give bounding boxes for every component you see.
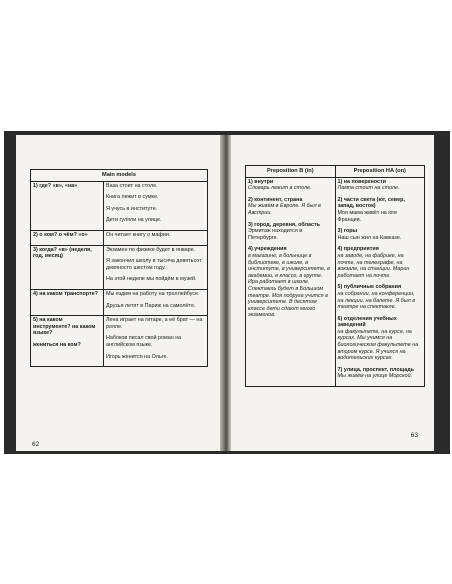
usage-example: Мы живём на улице Морской. bbox=[337, 373, 413, 380]
usage-example: Словарь лежит в столе. bbox=[248, 185, 312, 192]
examples-cell bbox=[104, 245, 208, 289]
usage-title: 3) горы bbox=[337, 228, 358, 235]
example-line: Я учусь в институте. bbox=[106, 205, 158, 212]
usage-example: Эрмитаж находится в Петербурге. bbox=[248, 228, 303, 241]
usage-title: 5) публичные собрания bbox=[337, 284, 402, 291]
column-header-na: Preposition HA (on) bbox=[335, 166, 425, 178]
usage-title: 4) учреждения bbox=[248, 246, 287, 253]
left-page bbox=[16, 135, 220, 451]
example-line: На этой неделе мы пойдём в музей. bbox=[106, 276, 197, 283]
usage-title: 6) отделения учебных заведений bbox=[337, 315, 397, 329]
usage-title: 7) улица, проспект, площадь bbox=[337, 366, 415, 373]
page-number: 62 bbox=[32, 441, 40, 448]
book-gutter bbox=[220, 135, 231, 451]
example-line: Мы ездим на работу на троллейбусе. bbox=[106, 290, 200, 297]
table-row bbox=[246, 177, 425, 386]
question-cell bbox=[31, 316, 104, 367]
usage-example: на факультете, на курсе, на курсах. Мы учимся на биологическом факультете на втором курсе. Я учился на водительских курсах. bbox=[337, 328, 419, 362]
preposition-na-cell bbox=[335, 177, 425, 386]
table-row bbox=[31, 181, 208, 230]
table-header: Main models bbox=[31, 170, 208, 182]
usage-example: Наш сын жил на Кавказе. bbox=[337, 234, 402, 241]
examples-cell bbox=[104, 230, 208, 245]
usage-example: на заводе, на фабрике, на почте, на телеграфе, на вокзале, на станции. Марин работает на почте. bbox=[337, 252, 410, 279]
example-line: Набоков писал свой роман на английском языке. bbox=[106, 335, 182, 348]
example-line: Экзамен по физике будет в январе. bbox=[106, 246, 196, 253]
table-row bbox=[31, 245, 208, 289]
column-header-b: Preposition B (in) bbox=[246, 166, 336, 178]
usage-title: 2) континент, страна bbox=[248, 196, 303, 203]
usage-example: Лампа стоит на столе. bbox=[337, 185, 400, 192]
main-models-table bbox=[30, 169, 208, 367]
usage-title: 3) город, деревня, область bbox=[248, 221, 320, 228]
examples-cell bbox=[104, 316, 208, 367]
examples-cell bbox=[104, 181, 208, 230]
usage-title: 1) на поверхности bbox=[337, 178, 386, 185]
question-cell: 4) на каком транспорте? bbox=[31, 289, 104, 315]
question-line: 5) на каком инструменте? на каком языке? bbox=[33, 317, 96, 337]
usage-example: Моя мама живёт на юге Франции. bbox=[337, 209, 398, 223]
example-line: Друзья летят в Париж на самолёте. bbox=[106, 302, 196, 309]
table-row bbox=[31, 316, 208, 367]
question-cell: 1) где? «в», «на» bbox=[31, 181, 104, 230]
example-line: Он читает книгу о мафии. bbox=[106, 231, 171, 238]
examples-cell bbox=[104, 289, 208, 315]
example-line: Игорь женится на Ольге. bbox=[106, 353, 169, 360]
page-number: 63 bbox=[410, 432, 418, 439]
preposition-b-cell bbox=[246, 177, 336, 386]
usage-title: 1) внутри bbox=[248, 178, 274, 185]
usage-example: Мы живём в Европе. Я был в Австрии. bbox=[248, 203, 321, 216]
example-line: Я закончил школу в тысяча девятьсот девяносто шестом году. bbox=[106, 258, 202, 271]
example-line: Дети гуляли на улице. bbox=[106, 217, 162, 224]
usage-example: на собрании, на конференции, на лекции, на балете. Я был в театре на спектакле. bbox=[337, 290, 416, 311]
table-row bbox=[31, 230, 208, 245]
usage-title: 2) части света (юг, север, запад, восток) bbox=[337, 196, 405, 210]
prepositions-table bbox=[245, 165, 425, 387]
right-page bbox=[231, 135, 434, 451]
book-spread bbox=[4, 131, 450, 454]
example-line: Ваза стоит на столе. bbox=[106, 182, 158, 189]
usage-title: 4) предприятия bbox=[337, 246, 379, 253]
table-row bbox=[31, 289, 208, 315]
example-line: Книга лежит в сумке. bbox=[106, 194, 159, 201]
question-cell: 2) о ком? о чём? «о» bbox=[31, 230, 104, 245]
usage-example: в магазине, в больнице в библиотеке, в школе, в институте, в университете, в академии, в классе, в группе. Ира работает в школе. Спектакль будет в Большом театре. Моя подруга учится в университете. В десятом классе дети сдают много экзаменов. bbox=[248, 252, 330, 319]
question-line: жениться на ком? bbox=[33, 341, 81, 348]
example-line: Лена играет на гитаре, а её брат — на рояле. bbox=[106, 317, 203, 330]
question-cell: 3) когда? «в» (неделя, год, месяц) bbox=[31, 245, 104, 289]
